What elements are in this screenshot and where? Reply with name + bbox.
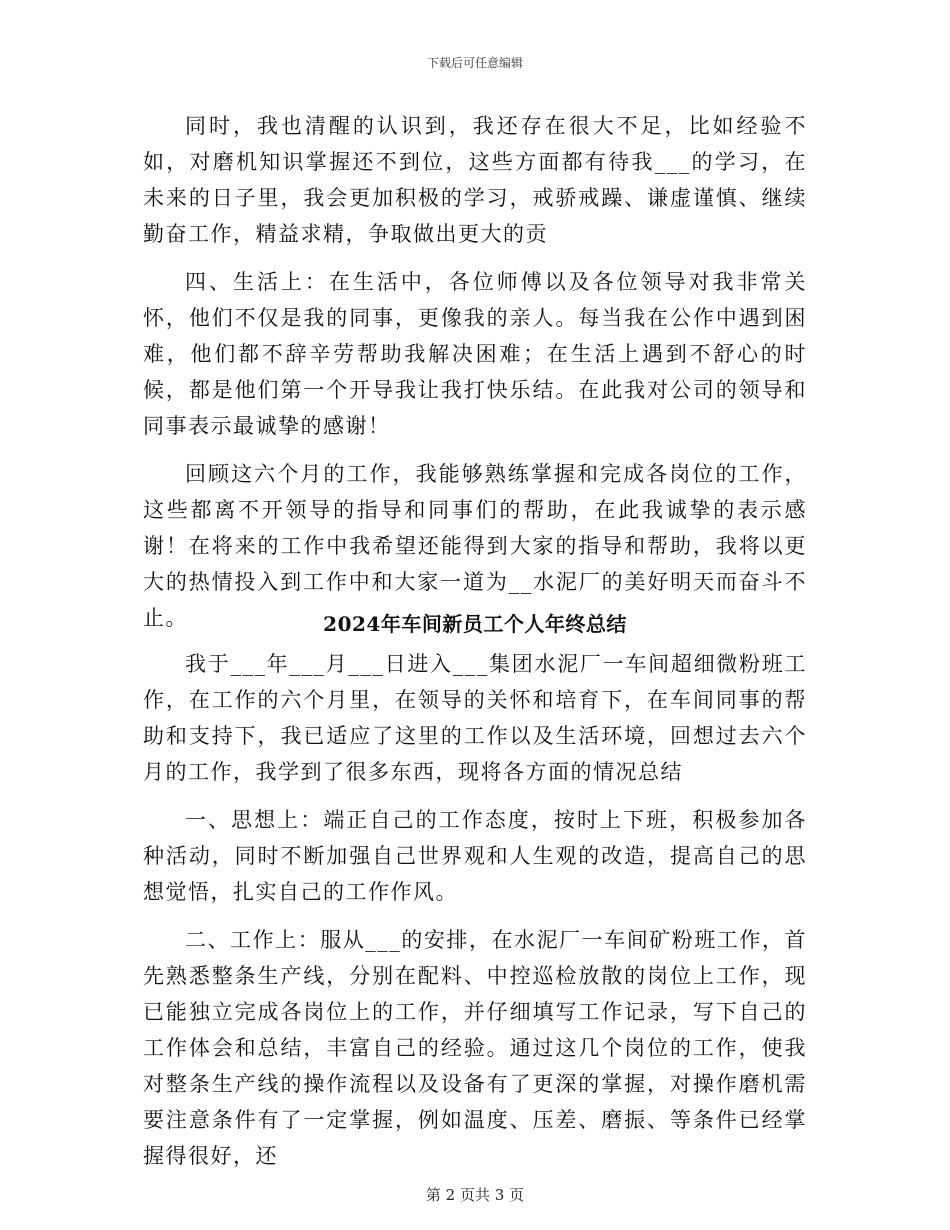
paragraph-thought: 一、思想上：端正自己的工作态度，按时上下班，积极参加各种活动，同时不断加强自己世界观和人生观的改造，提高自己的思想觉悟，扎实自己的工作作风。 [143, 808, 807, 904]
paragraph-review: 回顾这六个月的工作，我能够熟练掌握和完成各岗位的工作，这些都离不开领导的指导和同事们的帮助，在此我诚挚的表示感谢！在将来的工作中我希望还能得到大家的指导和帮助，我将以更大的热情投入到工作中和大家一道为__水泥厂的美好明天而奋斗不止。 [143, 462, 807, 630]
paragraph-life: 四、生活上：在生活中，各位师傅以及各位领导对我非常关怀，他们不仅是我的同事，更像我的亲人。每当我在公作中遇到困难，他们都不辞辛劳帮助我解决困难；在生活上遇到不舒心的时候，都是他们第一个开导我让我打快乐结。在此我对公司的领导和同事表示最诚挚的感谢！ [143, 270, 807, 438]
page-header: 下载后可任意编辑 [426, 56, 523, 70]
paragraph-intro: 我于___年___月___日进入___集团水泥厂一车间超细微粉班工作，在工作的六个月里，在领导的关怀和培育下，在车间同事的帮助和支持下，我已适应了这里的工作以及生活环境，回想过去六个月的工作，我学到了很多东西，现将各方面的情况总结 [143, 652, 807, 784]
paragraph-shortcomings: 同时，我也清醒的认识到，我还存在很大不足，比如经验不如，对磨机知识掌握还不到位，这些方面都有待我___的学习，在未来的日子里，我会更加积极的学习，戒骄戒躁、谦虚谨慎、继续勤奋工作，精益求精，争取做出更大的贡 [143, 114, 807, 246]
document-body [143, 108, 807, 1168]
section-title: 2024年车间新员工个人年终总结 [323, 612, 627, 636]
paragraph-work: 二、工作上：服从___的安排，在水泥厂一车间矿粉班工作，首先熟悉整条生产线，分别在配料、中控巡检放散的岗位上工作，现已能独立完成各岗位上的工作，并仔细填写工作记录，写下自己的工作体会和总结，丰富自己的经验。通过这几个岗位的工作，使我对整条生产线的操作流程以及设备有了更深的掌握，对操作磨机需要注意条件有了一定掌握，例如温度、压差、磨振、等条件已经掌握得很好，还 [143, 928, 807, 1168]
page-footer: 第 2 页共 3 页 [425, 1186, 525, 1204]
